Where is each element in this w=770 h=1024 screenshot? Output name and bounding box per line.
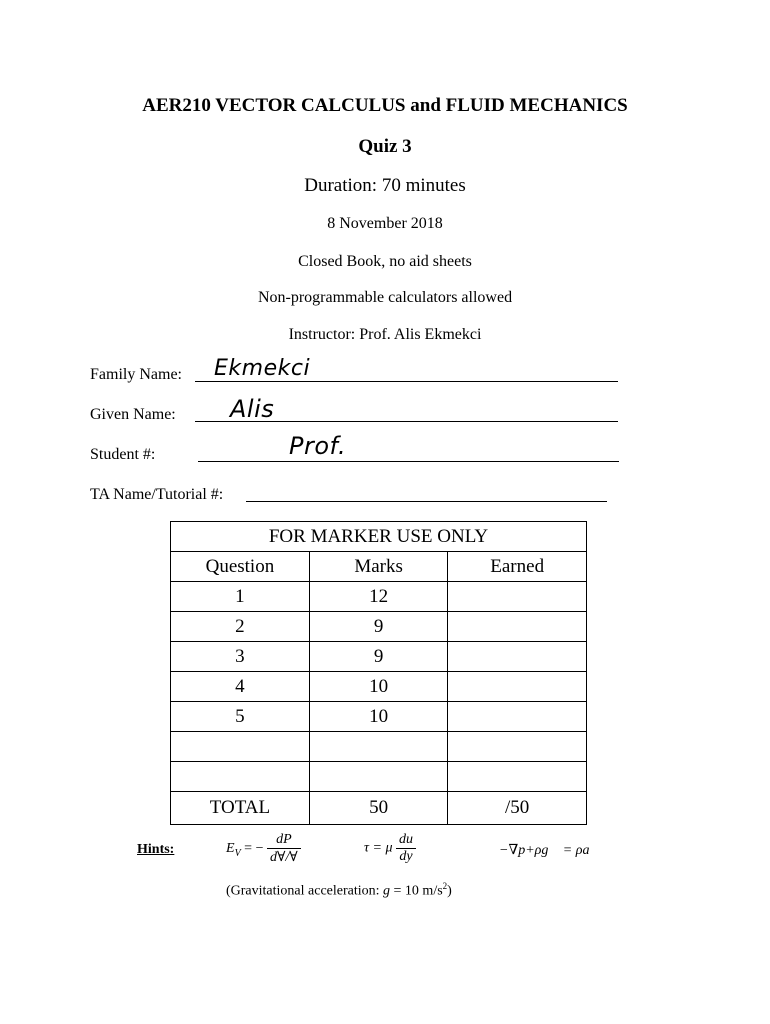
gravity-exp: 2 (442, 881, 448, 891)
formula-eq: = − (240, 841, 264, 857)
table-row (171, 612, 587, 642)
table-row (171, 582, 587, 612)
formula-denominator: d∀/∀ (269, 850, 298, 865)
euler-equation: −∇p+ρg⃗ = ρa⃗ (499, 843, 601, 858)
question-cell (171, 732, 310, 762)
marks-cell: 9 (309, 612, 448, 642)
formula-lhs: τ = μ (364, 840, 393, 856)
question-cell: 4 (171, 672, 310, 702)
ta-label: TA Name/Tutorial #: (90, 486, 224, 503)
hints-label: Hints: (137, 842, 175, 857)
question-cell: 1 (171, 582, 310, 612)
marks-cell (309, 732, 448, 762)
total-marks: 50 (309, 792, 448, 825)
student-number-line[interactable] (198, 461, 619, 462)
family-name-line[interactable] (195, 381, 618, 382)
marks-cell: 10 (309, 672, 448, 702)
formula-subscript: V (234, 848, 241, 860)
ta-line[interactable] (246, 501, 607, 502)
col-header-marks: Marks (309, 552, 448, 582)
instructor: Instructor: Prof. Alis Ekmekci (288, 326, 482, 343)
marks-cell (309, 762, 448, 792)
col-header-question: Question (171, 552, 310, 582)
formula-numerator: dP (267, 832, 301, 849)
bulk-modulus-formula (226, 832, 301, 866)
earned-cell[interactable] (448, 762, 587, 792)
book-policy: Closed Book, no aid sheets (298, 253, 472, 270)
formula-lhs: E (226, 841, 235, 857)
table-row (171, 672, 587, 702)
gravity-pre: (Gravitational acceleration: (226, 883, 384, 899)
question-cell (171, 762, 310, 792)
table-row (171, 642, 587, 672)
earned-cell[interactable] (448, 642, 587, 672)
col-header-earned: Earned (448, 552, 587, 582)
calculator-policy: Non-programmable calculators allowed (257, 289, 513, 306)
table-row (171, 702, 587, 732)
table-row (171, 732, 587, 762)
earned-cell[interactable] (448, 702, 587, 732)
earned-cell[interactable] (448, 582, 587, 612)
student-number-value: Prof. (289, 432, 347, 460)
question-cell: 5 (171, 702, 310, 732)
earned-cell[interactable] (448, 672, 587, 702)
quiz-title: Quiz 3 (358, 136, 412, 157)
gravity-note (226, 881, 452, 900)
marks-cell: 9 (309, 642, 448, 672)
student-number-label: Student #: (90, 446, 156, 463)
exam-date: 8 November 2018 (327, 215, 443, 232)
formula-fraction (396, 832, 416, 865)
total-row (171, 792, 587, 825)
total-earned[interactable]: /50 (448, 792, 587, 825)
formula-fraction (267, 832, 301, 866)
question-cell: 2 (171, 612, 310, 642)
gravity-close: ) (447, 883, 452, 899)
given-name-value: Alis (230, 395, 275, 423)
question-cell: 3 (171, 642, 310, 672)
marker-table (170, 521, 587, 825)
table-row (171, 762, 587, 792)
family-name-value: Ekmekci (214, 356, 311, 381)
formula-numerator: du (396, 832, 416, 849)
formula-denominator: dy (399, 849, 413, 864)
marks-cell: 10 (309, 702, 448, 732)
marker-table-title: FOR MARKER USE ONLY (171, 522, 587, 552)
marks-cell: 12 (309, 582, 448, 612)
total-label: TOTAL (171, 792, 310, 825)
gravity-post: = 10 m/s (390, 883, 443, 899)
family-name-label: Family Name: (90, 366, 182, 383)
earned-cell[interactable] (448, 612, 587, 642)
course-title: AER210 VECTOR CALCULUS and FLUID MECHANICS (142, 95, 628, 116)
shear-stress-formula (364, 832, 416, 865)
duration: Duration: 70 minutes (304, 175, 466, 196)
gravity-var: g (383, 883, 391, 899)
earned-cell[interactable] (448, 732, 587, 762)
given-name-label: Given Name: (90, 406, 176, 423)
